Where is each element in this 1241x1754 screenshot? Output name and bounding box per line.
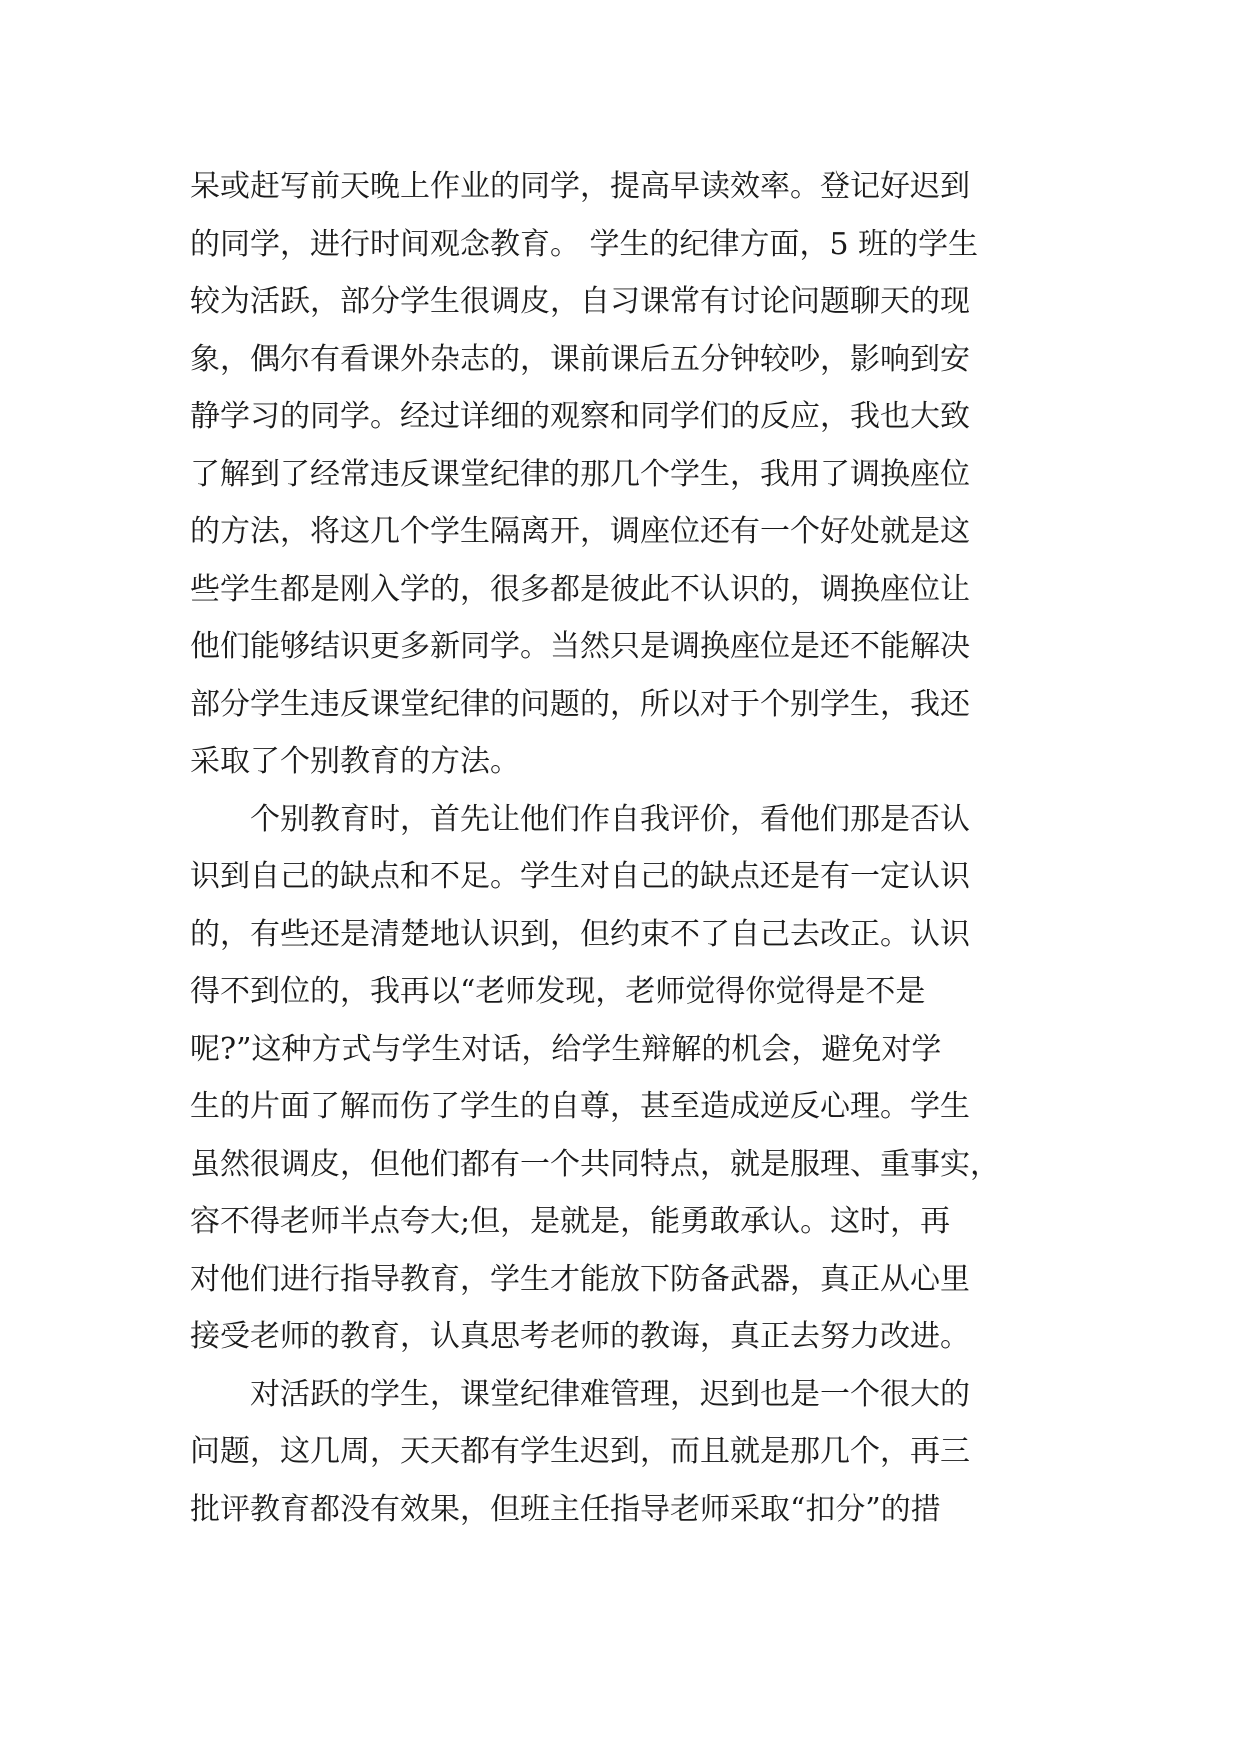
text-line: 问题，这几周，天天都有学生迟到，而且就是那几个，再三 [190, 1434, 970, 1469]
text-line: 较为活跃，部分学生很调皮，自习课常有讨论问题聊天的现 [190, 284, 970, 319]
text-line: 对活跃的学生，课堂纪律难管理，迟到也是一个很大的 [250, 1376, 970, 1412]
text-line: 个别教育时，首先让他们作自我评价，看他们那是否认 [250, 801, 970, 837]
text-line: 呢?”这种方式与学生对话，给学生辩解的机会，避免对学 [190, 1031, 942, 1067]
text-line: 的同学，进行时间观念教育。 学生的纪律方面，5 班的学生 [190, 226, 979, 262]
text-line: 了解到了经常违反课堂纪律的那几个学生，我用了调换座位 [190, 456, 970, 492]
text-line: 部分学生违反课堂纪律的问题的，所以对于个别学生，我还 [190, 686, 970, 722]
text-line: 识到自己的缺点和不足。学生对自己的缺点还是有一定认识 [190, 859, 970, 894]
text-line: 的方法，将这几个学生隔离开，调座位还有一个好处就是这 [190, 514, 970, 549]
text-line: 象，偶尔有看课外杂志的，课前课后五分钟较吵，影响到安 [190, 341, 970, 377]
text-line: 接受老师的教育，认真思考老师的教诲，真正去努力改进。 [190, 1319, 970, 1354]
text-line: 的，有些还是清楚地认识到，但约束不了自己去改正。认识 [190, 916, 970, 952]
text-line: 对他们进行指导教育，学生才能放下防备武器，真正从心里 [190, 1261, 970, 1297]
text-line: 批评教育都没有效果，但班主任指导老师采取“扣分”的措 [190, 1491, 941, 1527]
text-line: 呆或赶写前天晚上作业的同学，提高早读效率。登记好迟到 [190, 169, 970, 204]
text-line: 容不得老师半点夸大;但，是就是，能勇敢承认。这时，再 [190, 1204, 951, 1239]
text-line: 静学习的同学。经过详细的观察和同学们的反应，我也大致 [190, 399, 970, 434]
body-text [190, 158, 1070, 1538]
text-line: 他们能够结识更多新同学。当然只是调换座位是还不能解决 [190, 629, 970, 664]
text-line: 得不到位的，我再以“老师发现，老师觉得你觉得是不是 [190, 974, 926, 1009]
text-line: 生的片面了解而伤了学生的自尊，甚至造成逆反心理。学生 [190, 1089, 970, 1124]
text-line: 虽然很调皮，但他们都有一个共同特点，就是服理、重事实， [190, 1146, 1000, 1182]
text-line: 采取了个别教育的方法。 [190, 744, 520, 779]
text-line: 些学生都是刚入学的，很多都是彼此不认识的，调换座位让 [190, 571, 970, 607]
